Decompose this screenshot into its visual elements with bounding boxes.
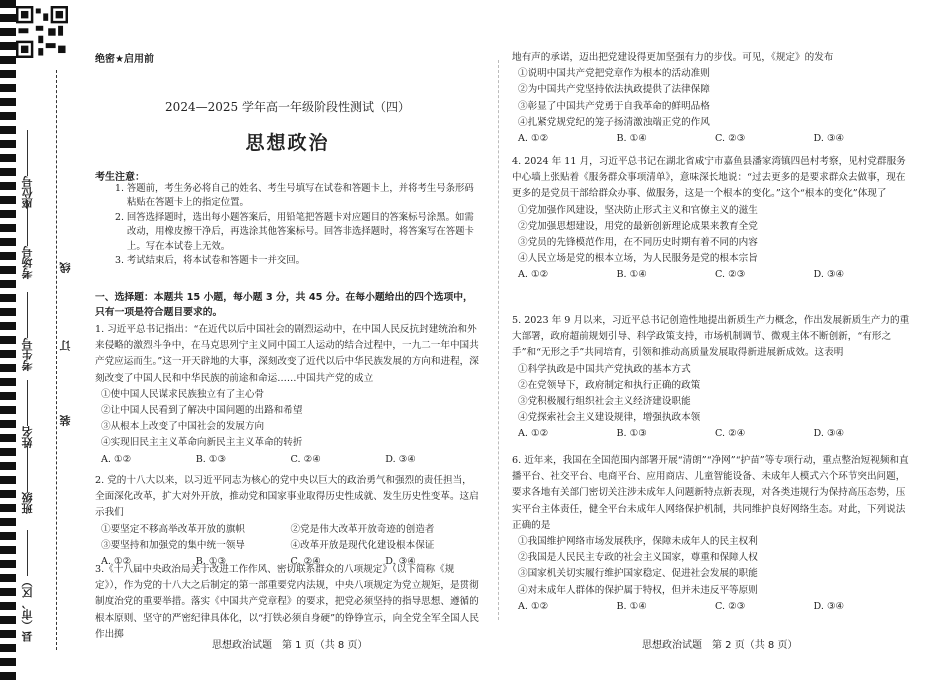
statement: ②让中国人民看到了解决中国问题的出路和希望 <box>101 405 303 417</box>
cut-mark-staple: 装 <box>59 415 72 426</box>
answer-choices <box>512 599 912 615</box>
question-3-continued <box>512 50 912 147</box>
statement: ④对未成年人群体的保护属于特权，但并未违反平等原则 <box>518 584 758 596</box>
question-stem: 4. 2024 年 11 月，习近平总书记在湖北省咸宁市嘉鱼县潘家湾镇四邑村考察，见村党群服务中心墙上张贴着《服务群众事项清单》，意味深长地说：“过去更多的是要求群众去做事，现在更多的是党员干部给群众办事、做服务，这是一个根本的变化。”这个“根本的变化”体现了 <box>512 156 906 200</box>
choice-a: A. ①② <box>101 556 132 568</box>
answer-choices <box>512 426 912 442</box>
confidential-mark: 绝密★启用前 <box>95 54 154 65</box>
choice-b: B. ①④ <box>616 600 647 612</box>
answer-choices <box>512 131 912 147</box>
statement: ①使中国人民谋求民族独立有了主心骨 <box>101 388 265 400</box>
choice-a: A. ①② <box>518 600 549 612</box>
name-label: 姓名 <box>20 380 36 448</box>
statement: ①我国维护网络市场发展秩序，保障未成年人的民主权利 <box>518 536 758 548</box>
choice-a: A. ①② <box>518 428 549 440</box>
statement: ②党加强思想建设，用党的最新创新理论成果来教育全党 <box>518 220 758 232</box>
choice-c: C. ②④ <box>290 453 321 465</box>
statement: ④扎紧党规党纪的笼子扬清激浊端正党的作风 <box>518 116 710 128</box>
exam-title: 2024—2025 学年高一年级阶段性测试（四） <box>165 100 410 114</box>
statement: ③彰显了中国共产党勇于自我革命的鲜明品格 <box>518 100 710 112</box>
binding-margin <box>0 0 78 688</box>
statement: ①说明中国共产党把党章作为根本的活动准则 <box>518 68 710 80</box>
choice-d: D. ③④ <box>813 428 845 440</box>
choice-c: C. ②④ <box>290 556 321 568</box>
seat-number-label: 座位号 <box>20 130 36 209</box>
binding-dashed-line <box>56 70 57 650</box>
statement: ④党探索社会主义建设规律，增强执政本领 <box>518 412 701 424</box>
choice-c: C. ②③ <box>715 600 746 612</box>
statement: ③要坚持和加强党的集中统一领导 <box>101 539 245 551</box>
choice-c: C. ②④ <box>715 428 746 440</box>
statement: ①党加强作风建设，坚决防止形式主义和官僚主义的滋生 <box>518 204 758 216</box>
choice-b: B. ①④ <box>616 133 647 145</box>
statement: ③国家机关切实履行维护国家稳定、促进社会发展的职能 <box>518 568 758 580</box>
choice-b: B. ①③ <box>616 428 647 440</box>
statement: ④改革开放是现代化建设根本保证 <box>290 539 435 551</box>
statement: ②在党领导下，政府制定和执行正确的政策 <box>518 379 701 391</box>
question-stem: 3.《十八届中央政治局关于改进工作作风、密切联系群众的八项规定》（以下简称《规定》），作为党的十八大之后制定的第一部重要党内法规，中央八项规定为党立规矩，是贯彻制度治党的重要举措。落实《中国共产党章程》的要求，把党必须坚持的指导思想、遵循的根本原则、坚守的严密纪律具体化，以“打铁必须自身硬”的铮铮宣示，向全党全军全国人民作出掷 <box>95 564 479 640</box>
choice-b: B. ①④ <box>616 269 647 281</box>
choice-b: B. ①③ <box>195 453 227 465</box>
choice-d: D. ③④ <box>385 453 416 465</box>
notice-item: 2. 回答选择题时，选出每小题答案后，用铅笔把答题卡对应题目的答案标号涂黑。如需改动，用橡皮擦干净后，再选涂其他答案标号。回答非选择题时，将答案写在答题卡上。写在本试卷上无效。 <box>115 211 474 252</box>
answer-choices <box>512 267 912 283</box>
choice-d: D. ③④ <box>813 133 845 145</box>
question-stem: 2. 党的十八大以来，以习近平同志为核心的党中央以巨大的政治勇气和强烈的责任担当，全面深化改革，扩大对外开放，推动党和国家事业取得历史性成就、发生历史性变革。这启示我们 <box>95 475 479 519</box>
page-divider <box>498 60 499 620</box>
subject-title: 思想政治 <box>245 132 330 154</box>
class-label: 班级 <box>20 446 36 514</box>
statement: ②我国是人民民主专政的社会主义国家，尊重和保障人权 <box>518 552 758 564</box>
statement: ②党是伟大改革开放奇迹的创造者 <box>290 523 435 535</box>
question-1 <box>95 322 480 468</box>
choice-d: D. ③④ <box>385 556 416 568</box>
question-6 <box>512 453 912 615</box>
footer-page-2: 思想政治试题 第 2 页（共 8 页） <box>642 640 798 651</box>
section-heading: 一、选择题：本题共 15 小题，每小题 3 分，共 45 分。在每小题给出的四个选项中，只有一项是符合题目要求的。 <box>95 292 473 318</box>
footer-page-1: 思想政治试题 第 1 页（共 8 页） <box>212 640 368 651</box>
exam-room-label: 考场号 <box>20 200 36 279</box>
statement: ③从根本上改变了中国社会的发展方向 <box>101 421 265 433</box>
county-label: 县（市、区） <box>20 530 36 642</box>
statement: ③党积极履行组织社会主义经济建设职能 <box>518 396 691 408</box>
question-stem: 1. 习近平总书记指出：“在近代以后中国社会的剧烈运动中，在中国人民反抗封建统治和外来侵略的激烈斗争中，在马克思列宁主义同中国工人运动的结合过程中，一九二一年中国共产党应运而生。”这一开天辟地的大事，深刻改变了近代以后中华民族发展的方向和进程，深刻改变了中国人民和中华民族的前途和命运……中国共产党的成立 <box>95 324 479 384</box>
qr-code-icon <box>16 6 68 58</box>
statement-row <box>95 538 480 554</box>
choice-a: A. ①② <box>101 453 132 465</box>
choice-d: D. ③④ <box>813 269 845 281</box>
statement: ④人民立场是党的根本立场，为人民服务是党的根本宗旨 <box>518 253 758 265</box>
choice-a: A. ①② <box>518 133 549 145</box>
choice-b: B. ①③ <box>195 556 227 568</box>
binding-bars <box>0 0 16 688</box>
question-stem: 地有声的承诺，迈出把党建设得更加坚强有力的步伐。可见，《规定》的发布 <box>512 52 834 63</box>
question-2 <box>95 473 480 570</box>
statement-row <box>95 522 480 538</box>
statement: ②为中国共产党坚持依法执政提供了法律保障 <box>518 84 710 96</box>
cut-mark-line: 线 <box>59 262 72 273</box>
question-stem: 6. 近年来，我国在全国范围内部署开展“清朗”“净网”“护苗”等专项行动，重点整治短视频和直播平台、社交平台、电商平台、应用商店、儿童智能设备、未成年人模式六个环节突出问题，要求各地有关部门密切关注涉未成年人问题新特点新表现，对各类违规行为保持高压态势，压实平台主体责任，健全平台未成年人网络保护机制，共同维护良好网络生态。对此，下列说法正确的是 <box>512 455 909 531</box>
statement: ①要坚定不移高举改革开放的旗帜 <box>101 523 245 535</box>
question-3 <box>95 562 480 643</box>
question-4 <box>512 154 912 284</box>
statement: ①科学执政是中国共产党执政的基本方式 <box>518 363 691 375</box>
choice-c: C. ②③ <box>715 133 746 145</box>
notice-item: 1. 答题前，考生务必将自己的姓名、考生号填写在试卷和答题卡上，并将考生号条形码粘贴在答题卡上的指定位置。 <box>115 183 474 209</box>
answer-choices <box>95 452 480 468</box>
notice-title: 考生注意： <box>95 172 145 183</box>
choice-c: C. ②③ <box>715 269 746 281</box>
choice-d: D. ③④ <box>813 600 845 612</box>
question-5 <box>512 313 912 443</box>
statement: ③党员的先锋模范作用，在不同历史时期有着不同的内容 <box>518 237 758 249</box>
candidate-number-label: 考生号 <box>20 292 36 371</box>
choice-a: A. ①② <box>518 269 549 281</box>
notice-item: 3. 考试结束后，将本试卷和答题卡一并交回。 <box>115 255 306 267</box>
question-stem: 5. 2023 年 9 月以来，习近平总书记创造性地提出新质生产力概念，作出发展新质生产力的重大部署，政府超前规划引导、科学政策支持，市场机制调节、微观主体不断创新，“有形之手”和“无形之手”共同培育，引领和推动高质量发展取得新进展新成效。这表明 <box>512 315 910 359</box>
statement: ④实现旧民主主义革命向新民主主义革命的转折 <box>101 437 303 449</box>
notice-list <box>115 182 475 268</box>
cut-mark-bind: 订 <box>59 340 72 351</box>
